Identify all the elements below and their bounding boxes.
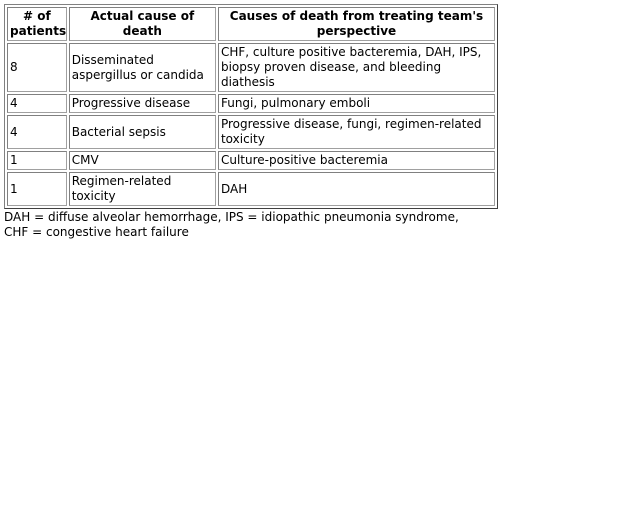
table-header-row — [7, 7, 495, 41]
cell-team-perspective: DAH — [218, 172, 495, 206]
cell-team-perspective: Fungi, pulmonary emboli — [218, 94, 495, 113]
table-row — [7, 115, 495, 149]
cell-actual-cause: CMV — [69, 151, 216, 170]
cell-team-perspective: Progressive disease, fungi, regimen-related toxicity — [218, 115, 495, 149]
table-row — [7, 151, 495, 170]
cell-patients: 1 — [7, 172, 67, 206]
table-footnote: DAH = diffuse alveolar hemorrhage, IPS = idiopathic pneumonia syndrome, CHF = congestive heart failure — [4, 210, 459, 239]
cell-actual-cause: Regimen-related toxicity — [69, 172, 216, 206]
cell-actual-cause: Bacterial sepsis — [69, 115, 216, 149]
cell-patients: 8 — [7, 43, 67, 92]
table-row — [7, 43, 495, 92]
cell-team-perspective: Culture-positive bacteremia — [218, 151, 495, 170]
table-row — [7, 172, 495, 206]
cell-actual-cause: Disseminated aspergillus or candida — [69, 43, 216, 92]
table-row — [7, 94, 495, 113]
header-patients: # of patients — [7, 7, 67, 41]
header-actual-cause: Actual cause of death — [69, 7, 216, 41]
cell-patients: 1 — [7, 151, 67, 170]
cell-team-perspective: CHF, culture positive bacteremia, DAH, IPS, biopsy proven disease, and bleeding diathesis — [218, 43, 495, 92]
cell-patients: 4 — [7, 115, 67, 149]
table-container — [4, 4, 498, 240]
causes-of-death-table — [4, 4, 498, 209]
cell-patients: 4 — [7, 94, 67, 113]
cell-actual-cause: Progressive disease — [69, 94, 216, 113]
header-team-perspective: Causes of death from treating team's perspective — [218, 7, 495, 41]
